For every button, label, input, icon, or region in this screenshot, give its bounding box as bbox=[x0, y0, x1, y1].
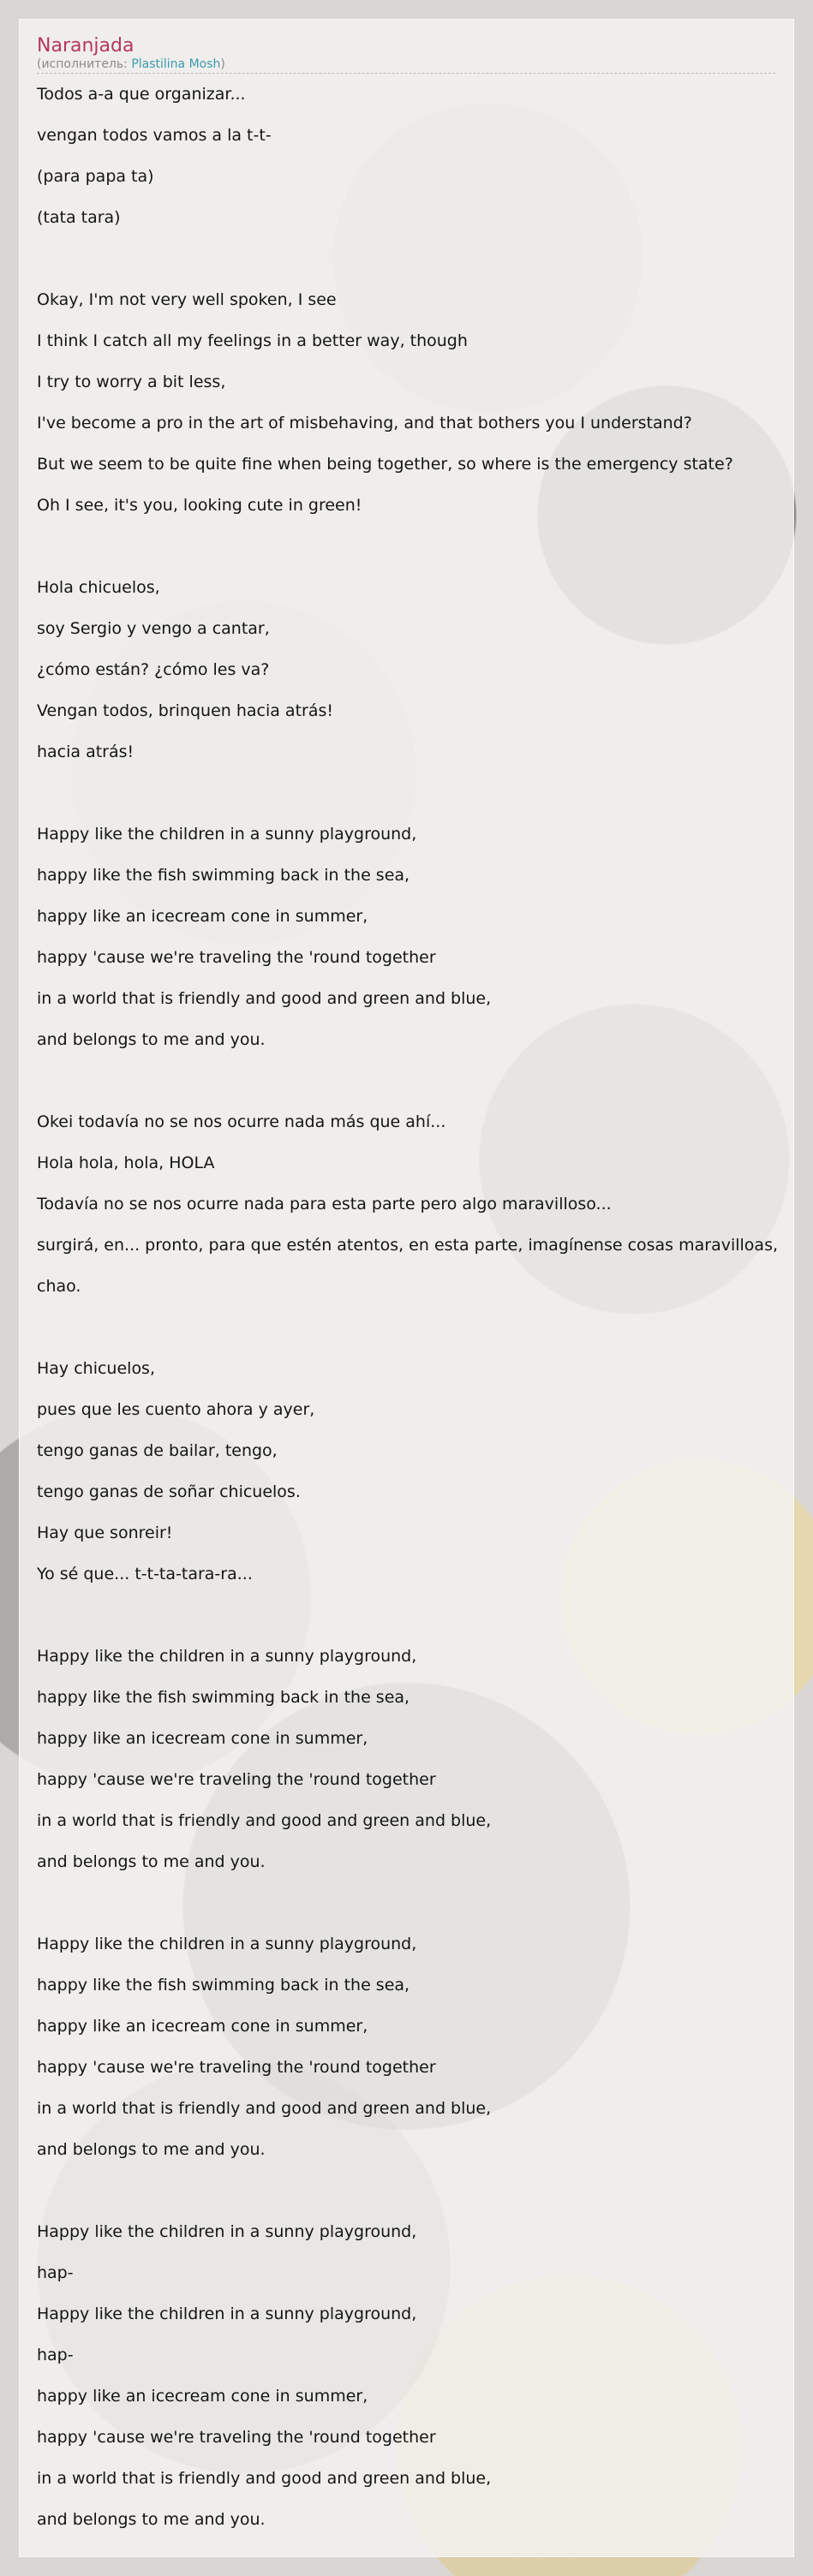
lyric-line: Oh I see, it's you, looking cute in green! bbox=[37, 496, 362, 515]
lyric-line: ¿cómo están? ¿cómo les va? bbox=[37, 660, 270, 679]
lyric-line: happy like the fish swimming back in the sea, bbox=[37, 1688, 410, 1707]
lyric-line: Hay que sonreir! bbox=[37, 1524, 173, 1542]
stanza-break bbox=[37, 238, 808, 279]
lyric-line: Happy like the children in a sunny playground, bbox=[37, 825, 417, 844]
lyric-line: Todavía no se nos ocurre nada para esta parte pero algo maravilloso... bbox=[37, 1195, 612, 1213]
lyric-line: and belongs to me and you. bbox=[37, 2510, 266, 2529]
lyric-line: Vengan todos, brinquen hacia atrás! bbox=[37, 701, 333, 720]
stanza-break bbox=[37, 1060, 808, 1101]
lyric-line: surgirá, en... pronto, para que estén atentos, en esta parte, imagínense cosas maravilloas, bbox=[37, 1236, 779, 1255]
lyric-line: hap- bbox=[37, 2346, 74, 2364]
lyric-line: But we seem to be quite fine when being together, so where is the emergency state? bbox=[37, 455, 733, 474]
lyric-line: Happy like the children in a sunny playground, bbox=[37, 2305, 417, 2323]
lyric-line: vengan todos vamos a la t-t- bbox=[37, 126, 272, 145]
lyric-line: in a world that is friendly and good and green and blue, bbox=[37, 2469, 492, 2488]
lyric-line: Happy like the children in a sunny playground, bbox=[37, 1647, 417, 1666]
lyric-line: hacia atrás! bbox=[37, 742, 135, 761]
lyric-line: happy like an icecream cone in summer, bbox=[37, 907, 368, 926]
lyric-line: Hola hola, hola, HOLA bbox=[37, 1154, 215, 1172]
song-header bbox=[37, 35, 775, 74]
lyric-line: tengo ganas de soñar chicuelos. bbox=[37, 1482, 301, 1501]
stanza-break bbox=[37, 526, 808, 567]
lyric-line: in a world that is friendly and good and green and blue, bbox=[37, 2099, 492, 2118]
lyric-line: Todos a-a que organizar... bbox=[37, 85, 246, 104]
lyric-line: in a world that is friendly and good and green and blue, bbox=[37, 1811, 492, 1830]
performer-link[interactable]: Plastilina Mosh bbox=[131, 57, 221, 71]
lyric-line: (para papa ta) bbox=[37, 167, 154, 186]
lyric-line: Happy like the children in a sunny playground, bbox=[37, 1935, 417, 1953]
lyric-line: happy like an icecream cone in summer, bbox=[37, 2017, 368, 2036]
stanza-break bbox=[37, 1307, 808, 1348]
lyric-line: happy 'cause we're traveling the 'round together bbox=[37, 2428, 436, 2447]
lyric-line: Yo sé que... t-t-ta-tara-ra... bbox=[37, 1565, 253, 1583]
lyric-line: happy 'cause we're traveling the 'round together bbox=[37, 1770, 436, 1789]
performer-prefix: (исполнитель: bbox=[37, 57, 132, 71]
lyric-line: happy like the fish swimming back in the sea, bbox=[37, 1976, 410, 1995]
lyric-line: (tata tara) bbox=[37, 208, 121, 227]
lyric-line: Okei todavía no se nos ocurre nada más que ahí... bbox=[37, 1112, 446, 1131]
lyric-line: Happy like the children in a sunny playground, bbox=[37, 2222, 417, 2241]
lyric-line: Hola chicuelos, bbox=[37, 578, 160, 597]
lyric-line: I've become a pro in the art of misbehaving, and that bothers you I understand? bbox=[37, 414, 692, 432]
lyric-line: and belongs to me and you. bbox=[37, 2140, 266, 2159]
lyric-line: happy 'cause we're traveling the 'round together bbox=[37, 948, 436, 967]
lyric-line: happy 'cause we're traveling the 'round together bbox=[37, 2058, 436, 2077]
lyric-line: pues que les cuento ahora y ayer, bbox=[37, 1400, 315, 1419]
lyric-line: happy like an icecream cone in summer, bbox=[37, 1729, 368, 1748]
stanza-break bbox=[37, 772, 808, 814]
lyric-line: tengo ganas de bailar, tengo, bbox=[37, 1441, 278, 1460]
stanza-break bbox=[37, 1595, 808, 1636]
lyric-line: happy like the fish swimming back in the sea, bbox=[37, 866, 410, 885]
lyric-line: chao. bbox=[37, 1277, 81, 1296]
song-title: Naranjada bbox=[37, 35, 135, 57]
lyric-line: Okay, I'm not very well spoken, I see bbox=[37, 290, 337, 309]
lyric-line: happy like an icecream cone in summer, bbox=[37, 2387, 368, 2406]
lyric-line: and belongs to me and you. bbox=[37, 1030, 266, 1049]
lyrics-body bbox=[37, 74, 808, 2540]
performer-suffix: ) bbox=[220, 57, 225, 71]
lyric-line: and belongs to me and you. bbox=[37, 1852, 266, 1871]
lyric-line: soy Sergio y vengo a cantar, bbox=[37, 619, 270, 638]
stanza-break bbox=[37, 1882, 808, 1923]
performer-line bbox=[37, 57, 775, 71]
lyric-line: Hay chicuelos, bbox=[37, 1359, 156, 1378]
lyric-line: I think I catch all my feelings in a better way, though bbox=[37, 331, 468, 350]
lyric-line: hap- bbox=[37, 2263, 74, 2282]
stanza-break bbox=[37, 2170, 808, 2211]
lyric-line: I try to worry a bit less, bbox=[37, 373, 226, 391]
lyric-line: in a world that is friendly and good and green and blue, bbox=[37, 989, 492, 1008]
lyrics-panel bbox=[19, 19, 794, 2557]
